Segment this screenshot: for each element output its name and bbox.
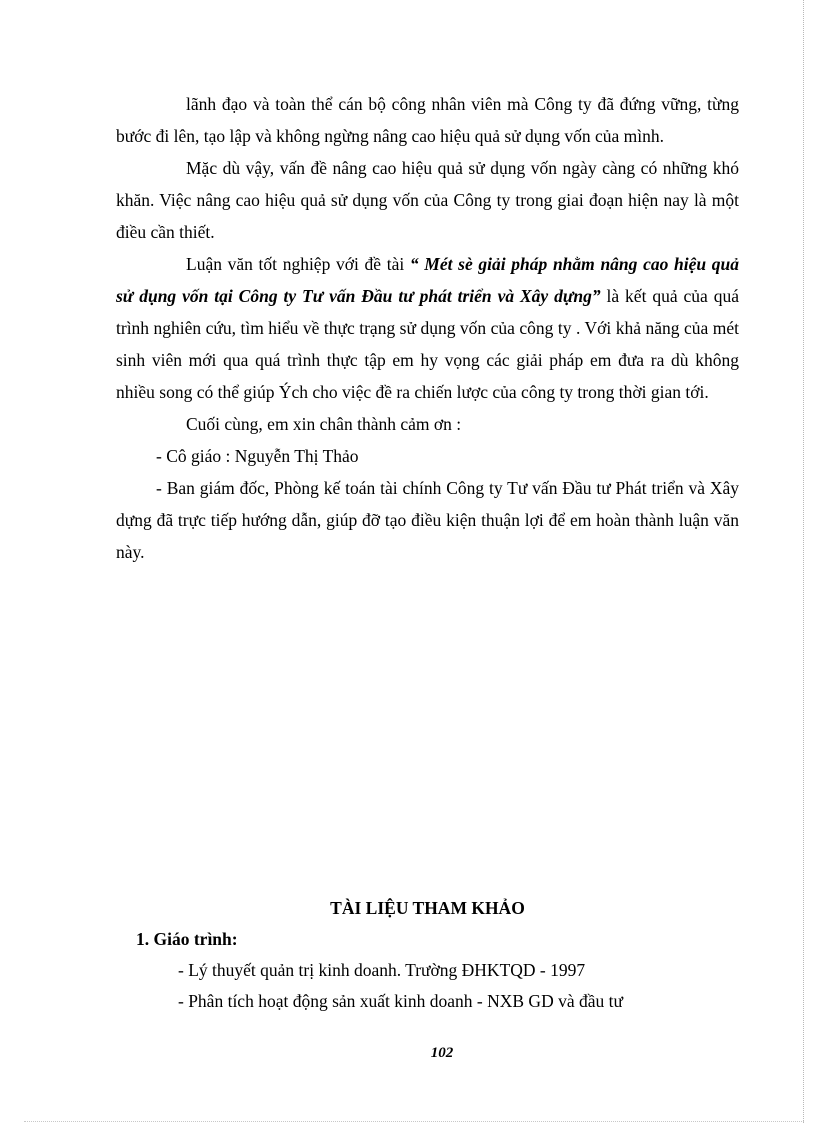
reference-item: - Lý thuyết quản trị kinh doanh. Trường ĐHKTQD - 1997 <box>178 960 586 980</box>
page-bottom-border <box>24 1121 804 1122</box>
paragraph-2: Mặc dù vậy, vấn đề nâng cao hiệu quả sử dụng vốn ngày càng có những khó khăn. Việc nâng cao hiệu quả sử dụng vốn của Công ty trong giai đoạn hiện nay là một điều cần thiết. <box>116 158 739 242</box>
thesis-title: “ Mét sè giải pháp nhằm nâng cao hiệu quả sử dụng vốn tại Công ty Tư vấn Đầu tư phát triển và Xây dựng” <box>116 254 740 306</box>
references-heading: TÀI LIỆU THAM KHẢO <box>330 898 525 918</box>
page-number: 102 <box>430 1045 454 1061</box>
thanks-item-1: - Cô giáo : Nguyễn Thị Thảo <box>156 446 359 466</box>
paragraph-3-rest: là kết quả của quá trình nghiên cứu, tìm hiểu về thực trạng sử dụng vốn của công ty . Với khả năng của mét sinh viên mới qua quá trình thực tập em hy vọng các giải pháp em đưa ra dù không nhiều song có thể giúp Ých cho việc đề ra chiến lược của công ty trong thời gian tới. <box>116 286 740 402</box>
paragraph-1: lãnh đạo và toàn thể cán bộ công nhân viên mà Công ty đã đứng vững, từng bước đi lên, tạo lập và không ngừng nâng cao hiệu quả sử dụng vốn của mình. <box>116 94 739 146</box>
page-right-border <box>803 0 804 1123</box>
thanks-item-2: - Ban giám đốc, Phòng kế toán tài chính Công ty Tư vấn Đầu tư Phát triển và Xây dựng đã trực tiếp hướng dẫn, giúp đỡ tạo điều kiện thuận lợi để em hoàn thành luận văn này. <box>116 478 739 562</box>
reference-item: - Phân tích hoạt động sản xuất kinh doanh - NXB GD và đầu tư <box>178 991 623 1011</box>
body-text <box>116 88 739 568</box>
references-section-1: 1. Giáo trình: <box>136 929 238 949</box>
paragraph-3-intro: Luận văn tốt nghiệp với đề tài <box>186 254 405 274</box>
paragraph-3 <box>116 248 739 408</box>
paragraph-4: Cuối cùng, em xin chân thành cảm ơn : <box>186 414 462 434</box>
references-section <box>116 893 739 1017</box>
